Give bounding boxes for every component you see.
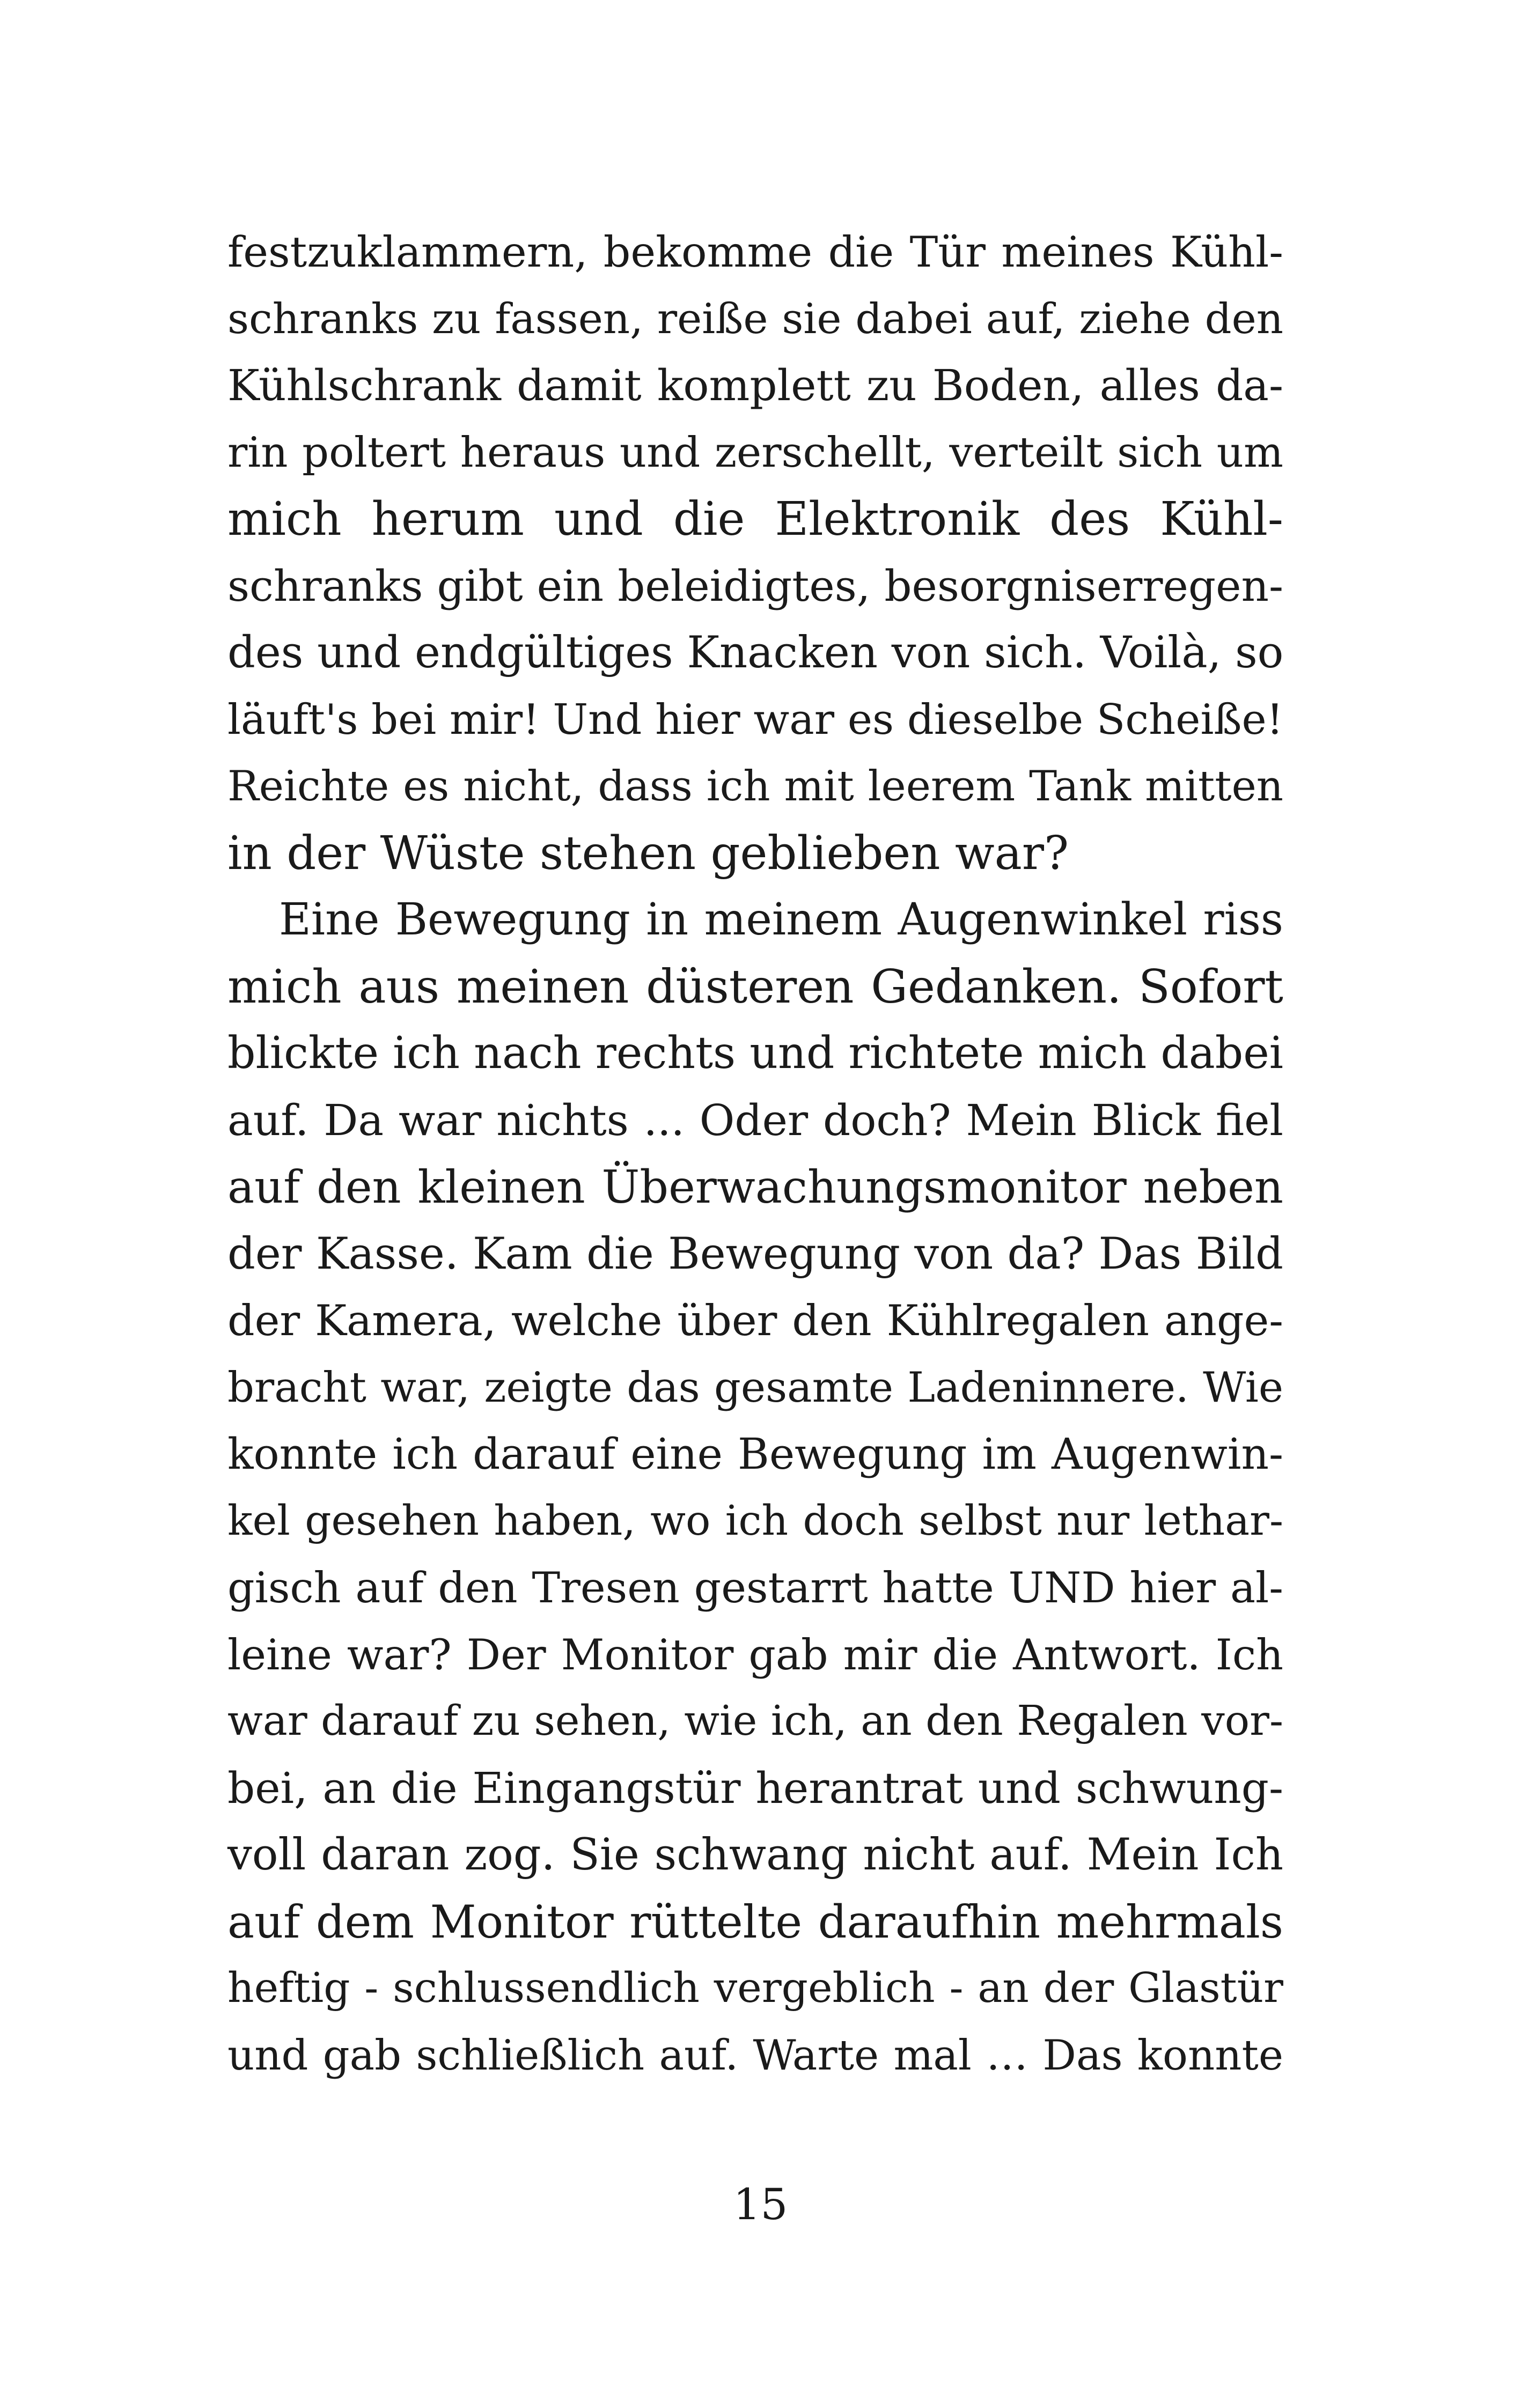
text-line: kel gesehen haben, wo ich doch selbst nur lethar- <box>227 1497 1283 1545</box>
text-line: bracht war, zeigte das gesamte Ladeninnere. Wie <box>227 1363 1283 1412</box>
text-line: Eine Bewegung in meinem Augenwinkel riss <box>279 894 1283 945</box>
text-line: auf den kleinen Überwachungsmonitor neben <box>227 1161 1283 1213</box>
text-line: konnte ich darauf eine Bewegung im Augenwin- <box>227 1429 1283 1479</box>
text-line: festzuklammern, bekomme die Tür meines Kühl- <box>227 227 1283 277</box>
text-line: rin poltert heraus und zerschellt, verteilt sich um <box>227 428 1283 477</box>
text-line: bei, an die Eingangstür herantrat und schwung- <box>227 1763 1283 1813</box>
text-line: und gab schließlich auf. Warte mal … Das konnte <box>227 2031 1283 2080</box>
text-line: schranks zu fassen, reiße sie dabei auf, ziehe den <box>227 294 1283 343</box>
text-line: des und endgültiges Knacken von sich. Voilà, so <box>227 628 1284 678</box>
text-line: der Kasse. Kam die Bewegung von da? Das Bild <box>227 1228 1283 1279</box>
page-number: 15 <box>733 2179 788 2229</box>
text-line: blickte ich nach rechts und richtete mich dabei <box>227 1028 1283 1079</box>
text-line: leine war? Der Monitor gab mir die Antwort. Ich <box>227 1630 1283 1680</box>
text-line: Reichte es nicht, dass ich mit leerem Tank mitten <box>227 762 1283 811</box>
text-line: gisch auf den Tresen gestarrt hatte UND hier al- <box>227 1563 1283 1612</box>
text-line: voll daran zog. Sie schwang nicht auf. Mein Ich <box>227 1830 1283 1880</box>
text-line: mich aus meinen düsteren Gedanken. Sofort <box>227 960 1283 1014</box>
text-line: in der Wüste stehen geblieben war? <box>227 826 1069 880</box>
text-line: war darauf zu sehen, wie ich, an den Regalen vor- <box>227 1697 1283 1745</box>
text-line: schranks gibt ein beleidigtes, besorgniserregen- <box>227 561 1283 611</box>
body-text <box>227 219 1283 2089</box>
text-line: auf dem Monitor rüttelte daraufhin mehrmals <box>227 1895 1283 1948</box>
text-line: auf. Da war nichts ... Oder doch? Mein Blick fiel <box>227 1095 1283 1145</box>
text-line: heftig - schlussendlich vergeblich - an der Glastür <box>227 1964 1283 2012</box>
text-line: läuft's bei mir! Und hier war es dieselbe Scheiße! <box>227 695 1283 744</box>
text-line: der Kamera, welche über den Kühlregalen ange- <box>227 1296 1283 1345</box>
text-line: Kühlschrank damit komplett zu Boden, alles da- <box>227 360 1283 410</box>
text-line: mich herum und die Elektronik des Kühl- <box>227 492 1283 546</box>
